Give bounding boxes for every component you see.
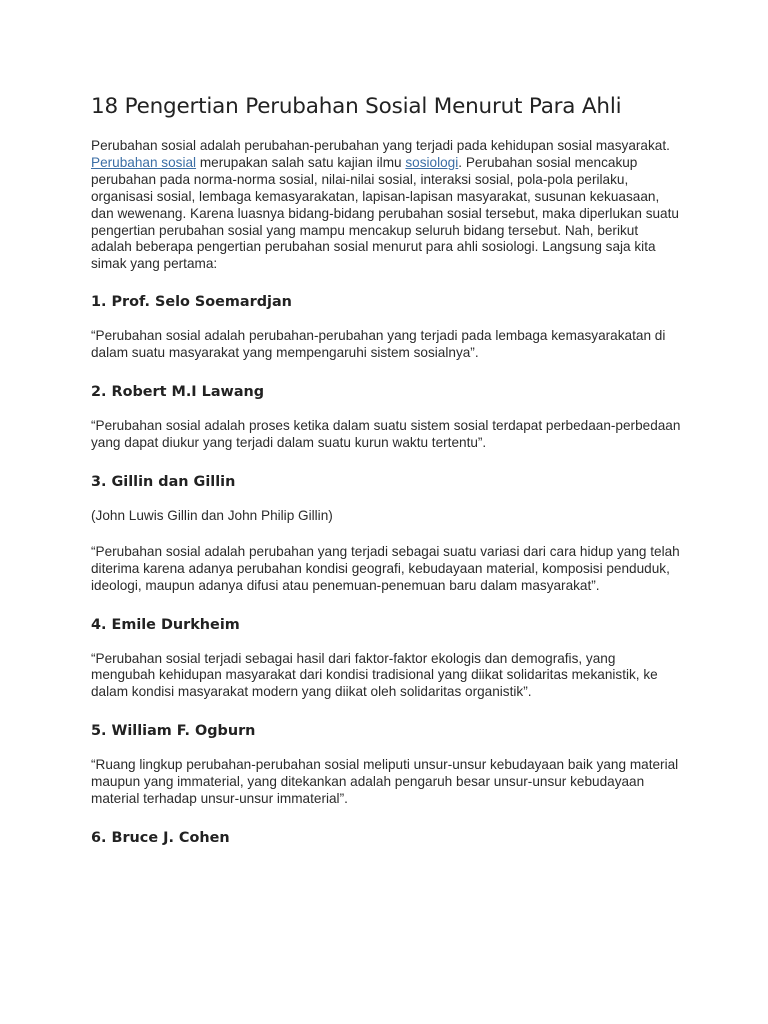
section-quote-emile-durkheim: “Perubahan sosial terjadi sebagai hasil dari faktor-faktor ekologis dan demografis, yang mengubah kehidupan masyarakat dari kondisi tradisional yang diikat solidaritas mekanistik, ke dalam kondisi masyarakat modern yang diikat oleh solidaritas organistik”. — [91, 650, 658, 700]
document-page — [91, 93, 681, 864]
section-quote-gillin-dan-gillin: “Perubahan sosial adalah perubahan yang terjadi sebagai suatu variasi dari cara hidup yang telah diterima karena adanya perubahan kondisi geografi, kebudayaan material, komposisi penduduk, ideologi, maupun adanya difusi atau penemuan-penemuan baru dalam masyarakat”. — [91, 543, 680, 593]
page-title: 18 Pengertian Perubahan Sosial Menurut Para Ahli — [91, 94, 622, 119]
intro-paragraph — [91, 138, 681, 273]
section-quote-selo-soemardjan: “Perubahan sosial adalah perubahan-perubahan yang terjadi pada lembaga kemasyarakatan di dalam suatu masyarakat yang mempengaruhi sistem sosialnya”. — [91, 328, 666, 361]
section-heading-emile-durkheim: 4. Emile Durkheim — [91, 616, 240, 633]
section-heading-bruce-cohen: 6. Bruce J. Cohen — [91, 829, 230, 846]
perubahan-sosial-link[interactable]: Perubahan sosial — [91, 154, 197, 170]
section-heading-selo-soemardjan: 1. Prof. Selo Soemardjan — [91, 294, 292, 311]
section-heading-robert-lawang: 2. Robert M.I Lawang — [91, 384, 265, 401]
intro-text-2: merupakan salah satu kajian ilmu — [196, 154, 406, 170]
sosiologi-link[interactable]: sosiologi — [405, 154, 459, 170]
intro-text-3: . Perubahan sosial mencakup perubahan pada norma-norma sosial, nilai-nilai sosial, interaksi sosial, pola-pola perilaku, organisasi sosial, lembaga kemasyarakatan, lapisan-lapisan masyarakat, susunan kekuasaan, dan wewenang. Karena luasnya bidang-bidang perubahan sosial tersebut, maka diperlukan suatu pengertian perubahan sosial yang mampu mencakup seluruh bidang tersebut. Nah, berikut adalah beberapa pengertian perubahan sosial menurut para ahli sosiologi. Langsung saja kita simak yang pertama: — [91, 154, 679, 272]
section-heading-gillin-dan-gillin: 3. Gillin dan Gillin — [91, 473, 236, 490]
intro-text-1: Perubahan sosial adalah perubahan-perubahan yang terjadi pada kehidupan sosial masyarakat. — [91, 138, 670, 153]
section-heading-william-ogburn: 5. William F. Ogburn — [91, 723, 256, 740]
section-quote-william-ogburn: “Ruang lingkup perubahan-perubahan sosial meliputi unsur-unsur kebudayaan baik yang material maupun yang immaterial, yang ditekankan adalah pengaruh besar unsur-unsur kebudayaan material terhadap unsur-unsur immaterial”. — [91, 757, 679, 807]
section-note-gillin-dan-gillin: (John Luwis Gillin dan John Philip Gillin) — [91, 507, 333, 523]
section-quote-robert-lawang: “Perubahan sosial adalah proses ketika dalam suatu sistem sosial terdapat perbedaan-perbedaan yang dapat diukur yang terjadi dalam suatu kurun waktu tertentu”. — [91, 418, 681, 450]
